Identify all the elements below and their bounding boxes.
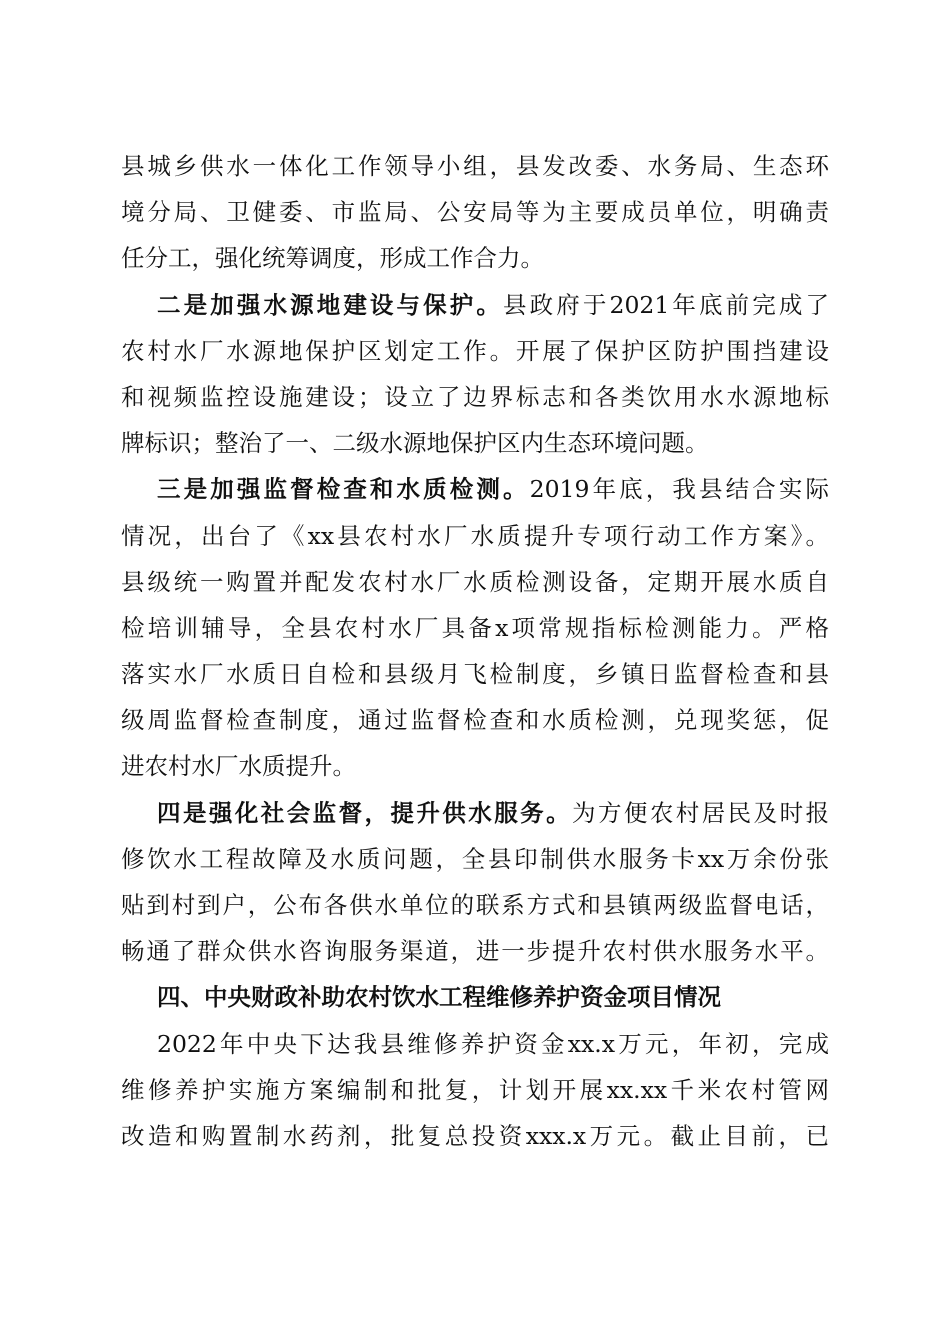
line-text: 级周监督检查制度，通过监督检查和水质检测，兑现奖惩，促 [121,706,829,735]
paragraph-line [121,697,829,743]
paragraph-line [121,374,829,420]
line-text: 修饮水工程故障及水质问题，全县印制供水服务卡xx万余份张 [121,844,829,873]
line-text: 检培训辅导，全县农村水厂具备x项常规指标检测能力。严格 [121,613,829,642]
paragraph-line [121,420,829,466]
line-text: 2019年底，我县结合实际 [529,475,829,504]
paragraph-line [121,882,829,928]
paragraph-line [121,189,829,235]
paragraph-line [121,513,829,559]
paragraph-line [121,928,829,974]
line-text: 和视频监控设施建设；设立了边界标志和各类饮用水水源地标 [121,382,829,411]
line-text: 落实水厂水质日自检和县级月飞检制度，乡镇日监督检查和县 [121,660,829,689]
paragraph-line [121,1021,829,1067]
paragraph-line [121,1113,829,1159]
paragraph-lead: 三是加强监督检查和水质检测。 [157,475,530,504]
line-text: 贴到村到户，公布各供水单位的联系方式和县镇两级监督电话， [121,891,829,919]
paragraph-line [121,743,829,789]
line-text: 牌标识；整治了一、二级水源地保护区内生态环境问题。 [121,429,709,458]
line-text: 进农村水厂水质提升。 [121,752,356,781]
section-heading [121,974,829,1020]
line-text: 畅通了群众供水咨询服务渠道，进一步提升农村供水服务水平。 [121,937,829,966]
paragraph-lead: 二是加强水源地建设与保护。 [157,290,504,319]
line-text: 四、中央财政补助农村饮水工程维修养护资金项目情况 [157,983,721,1012]
paragraph-line [121,836,829,882]
paragraph-line [121,559,829,605]
line-text: 改造和购置制水药剂，批复总投资xxx.x万元。截止目前，已 [121,1121,829,1150]
line-text: 为方便农村居民及时报 [572,798,830,827]
paragraph-line [121,328,829,374]
paragraph-line [121,1067,829,1113]
paragraph-line [121,143,829,189]
line-text: 2022年中央下达我县维修养护资金xx.x万元，年初，完成 [157,1029,829,1058]
paragraph-line [121,790,829,836]
line-text: 境分局、卫健委、市监局、公安局等为主要成员单位，明确责 [121,198,829,227]
document-body [121,143,829,1159]
line-text: 任分工，强化统筹调度，形成工作合力。 [121,244,544,273]
paragraph-line [121,282,829,328]
paragraph-line [121,651,829,697]
line-text: 县级统一购置并配发农村水厂水质检测设备，定期开展水质自 [121,567,829,596]
paragraph-line [121,605,829,651]
paragraph-line [121,235,829,281]
line-text: 维修养护实施方案编制和批复，计划开展xx.xx千米农村管网 [121,1075,829,1104]
line-text: 情况，出台了《xx县农村水厂水质提升专项行动工作方案》。 [121,521,829,550]
paragraph-line [121,466,829,512]
line-text: 县城乡供水一体化工作领导小组，县发改委、水务局、生态环 [121,152,829,180]
line-text: 县政府于2021年底前完成了 [503,290,830,319]
paragraph-lead: 四是强化社会监督，提升供水服务。 [157,798,573,827]
line-text: 农村水厂水源地保护区划定工作。开展了保护区防护围挡建设 [121,336,829,365]
